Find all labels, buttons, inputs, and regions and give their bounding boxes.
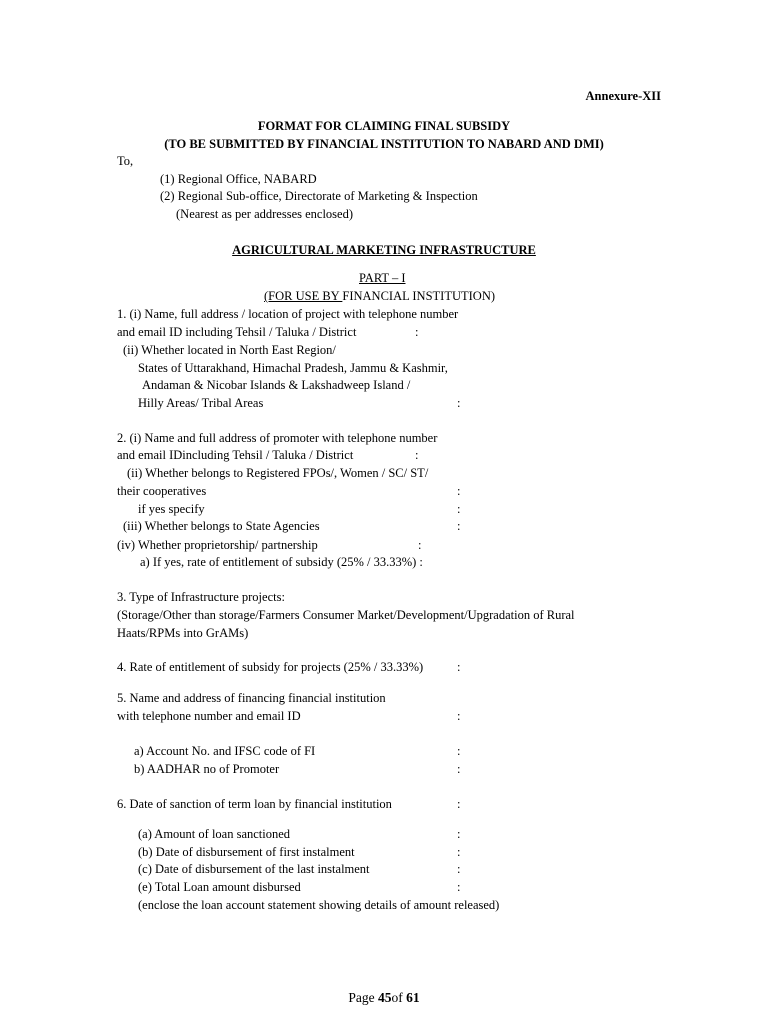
item-5-b-colon: : xyxy=(457,762,461,776)
item-6-line-1: 6. Date of sanction of term loan by financial institution xyxy=(117,797,392,811)
item-6-colon: : xyxy=(457,797,461,811)
addressee-note: (Nearest as per addresses enclosed) xyxy=(176,207,354,221)
part-usage-underlined: (FOR USE BY xyxy=(264,289,343,303)
item-1-ii-line-2: States of Uttarakhand, Himachal Pradesh, Jammu & Kashmir, xyxy=(138,361,448,375)
item-5-line-1: 5. Name and address of financing financial institution xyxy=(117,691,386,705)
page-of: of xyxy=(391,990,403,1005)
item-2-iv-a: a) If yes, rate of entitlement of subsidy (25% / 33.33%) : xyxy=(140,555,423,569)
item-1-colon: : xyxy=(415,325,419,339)
item-6-e-colon: : xyxy=(457,880,461,894)
addressee-line-1: (1) Regional Office, NABARD xyxy=(160,172,317,186)
item-2-ii-colon: : xyxy=(457,484,461,498)
part-usage-rest: FINANCIAL INSTITUTION) xyxy=(342,289,496,303)
item-1-ii-colon: : xyxy=(457,396,461,410)
document-title: FORMAT FOR CLAIMING FINAL SUBSIDY xyxy=(257,119,511,133)
item-5-a: a) Account No. and IFSC code of FI xyxy=(134,744,316,758)
item-2-line-1: 2. (i) Name and full address of promoter with telephone number xyxy=(117,431,438,445)
item-2-iii-colon: : xyxy=(457,519,461,533)
item-2-iv-colon: : xyxy=(418,538,422,552)
item-3-line-1: 3. Type of Infrastructure projects: xyxy=(117,590,285,604)
item-2-colon: : xyxy=(415,448,419,462)
item-1-ii-line-4: Hilly Areas/ Tribal Areas xyxy=(138,396,264,410)
item-6-a-colon: : xyxy=(457,827,461,841)
item-6-c: (c) Date of disbursement of the last instalment xyxy=(138,862,370,876)
item-2-ii-specify-colon: : xyxy=(457,502,461,516)
item-6-a: (a) Amount of loan sanctioned xyxy=(138,827,291,841)
item-2-iv: (iv) Whether proprietorship/ partnership xyxy=(117,538,318,552)
addressee-to: To, xyxy=(117,154,134,168)
page-total: 61 xyxy=(406,990,420,1005)
item-6-e: (e) Total Loan amount disbursed xyxy=(138,880,301,894)
item-4-line-1: 4. Rate of entitlement of subsidy for projects (25% / 33.33%) xyxy=(117,660,424,674)
item-6-b-colon: : xyxy=(457,845,461,859)
item-5-colon: : xyxy=(457,709,461,723)
part-label: PART – I xyxy=(359,271,406,285)
item-2-iii: (iii) Whether belongs to State Agencies xyxy=(123,519,320,533)
item-6-c-colon: : xyxy=(457,862,461,876)
item-6-b: (b) Date of disbursement of first instalment xyxy=(138,845,355,859)
page-number xyxy=(0,990,768,1006)
item-5-line-2: with telephone number and email ID xyxy=(117,709,301,723)
item-1-ii-line-3: Andaman & Nicobar Islands & Lakshadweep Island / xyxy=(142,378,411,392)
item-1-line-2: and email ID including Tehsil / Taluka / District xyxy=(117,325,357,339)
item-1-line-1: 1. (i) Name, full address / location of project with telephone number xyxy=(117,307,459,321)
document-subtitle: (TO BE SUBMITTED BY FINANCIAL INSTITUTION TO NABARD AND DMI) xyxy=(164,137,604,151)
item-4-colon: : xyxy=(457,660,461,674)
item-5-b: b) AADHAR no of Promoter xyxy=(134,762,280,776)
item-2-line-2: and email IDincluding Tehsil / Taluka / District xyxy=(117,448,354,462)
page-prefix: Page xyxy=(348,990,375,1005)
item-3-line-3: Haats/RPMs into GrAMs) xyxy=(117,626,249,640)
item-2-ii-line-1: (ii) Whether belongs to Registered FPOs/, Women / SC/ ST/ xyxy=(127,466,429,480)
page-current: 45 xyxy=(378,990,392,1005)
item-6-enclose-note: (enclose the loan account statement showing details of amount released) xyxy=(138,898,500,912)
item-2-ii-line-3: if yes specify xyxy=(138,502,205,516)
section-heading: AGRICULTURAL MARKETING INFRASTRUCTURE xyxy=(232,243,536,257)
addressee-line-2: (2) Regional Sub-office, Directorate of Marketing & Inspection xyxy=(160,189,478,203)
annexure-label: Annexure-XII xyxy=(585,89,661,103)
item-1-ii-line-1: (ii) Whether located in North East Region/ xyxy=(123,343,336,357)
item-3-line-2: (Storage/Other than storage/Farmers Consumer Market/Development/Upgradation of Rural xyxy=(117,608,575,622)
item-2-ii-line-2: their cooperatives xyxy=(117,484,207,498)
item-5-a-colon: : xyxy=(457,744,461,758)
part-usage xyxy=(264,288,495,304)
